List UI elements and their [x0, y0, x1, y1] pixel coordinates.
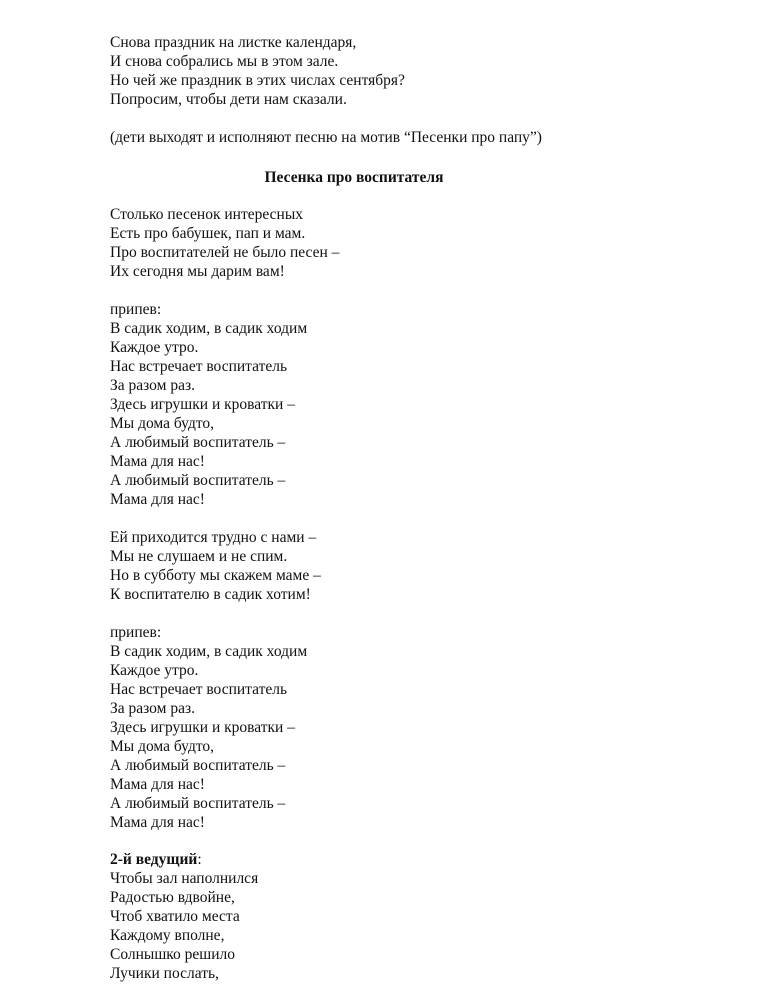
- host2-line-2: Радостью вдвойне,: [110, 889, 235, 906]
- verse-2: [110, 528, 670, 604]
- chorus1-line-5: Здесь игрушки и кроватки –: [110, 396, 295, 413]
- stage-direction: (дети выходят и исполняют песню на мотив “Песенки про папу”): [110, 129, 542, 146]
- chorus1-line-6: Мы дома будто,: [110, 415, 215, 432]
- chorus2-line-10: Мама для нас!: [110, 814, 205, 831]
- verse1-line-2: Есть про бабушек, пап и мам.: [110, 225, 306, 242]
- chorus1-line-3: Нас встречает воспитатель: [110, 358, 288, 375]
- verse1-line-1: Столько песенок интересных: [110, 206, 303, 223]
- intro-stanza: [110, 33, 670, 109]
- host2-stanza: [110, 850, 670, 983]
- chorus2-line-3: Нас встречает воспитатель: [110, 681, 288, 698]
- host2-line-6: Лучики послать,: [110, 965, 219, 982]
- verse2-line-2: Мы не слушаем и не спим.: [110, 548, 288, 565]
- host2-line-3: Чтоб хватило места: [110, 908, 240, 925]
- verse2-line-3: Но в субботу мы скажем маме –: [110, 567, 321, 584]
- verse2-line-1: Ей приходится трудно с нами –: [110, 529, 317, 546]
- chorus2-line-7: А любимый воспитатель –: [110, 757, 286, 774]
- chorus2-label: припев:: [110, 624, 162, 641]
- chorus-1: [110, 300, 670, 509]
- host2-line-4: Каждому вполне,: [110, 927, 225, 944]
- chorus2-line-9: А любимый воспитатель –: [110, 795, 286, 812]
- chorus1-line-7: А любимый воспитатель –: [110, 434, 286, 451]
- host2-colon: :: [197, 851, 202, 868]
- intro-line-1: Снова праздник на листке календаря,: [110, 34, 357, 51]
- chorus2-line-5: Здесь игрушки и кроватки –: [110, 719, 295, 736]
- chorus1-line-8: Мама для нас!: [110, 453, 205, 470]
- verse2-line-4: К воспитателю в садик хотим!: [110, 586, 311, 603]
- intro-line-2: И снова собрались мы в этом зале.: [110, 53, 339, 70]
- song-title: Песенка про воспитателя: [264, 169, 444, 186]
- verse1-line-4: Их сегодня мы дарим вам!: [110, 263, 285, 280]
- intro-line-3: Но чей же праздник в этих числах сентября?: [110, 72, 405, 89]
- chorus2-line-6: Мы дома будто,: [110, 738, 215, 755]
- stage-direction-block: [110, 128, 670, 147]
- chorus-2: [110, 623, 670, 832]
- verse1-line-3: Про воспитателей не было песен –: [110, 244, 340, 261]
- song-title-row: [0, 168, 768, 187]
- chorus2-line-8: Мама для нас!: [110, 776, 205, 793]
- verse-1: [110, 205, 670, 281]
- chorus2-line-4: За разом раз.: [110, 700, 195, 717]
- host2-speaker: 2-й ведущий: [110, 851, 198, 868]
- chorus1-line-10: Мама для нас!: [110, 491, 205, 508]
- chorus1-label: припев:: [110, 301, 162, 318]
- chorus1-line-2: Каждое утро.: [110, 339, 199, 356]
- chorus1-line-9: А любимый воспитатель –: [110, 472, 286, 489]
- chorus1-line-4: За разом раз.: [110, 377, 195, 394]
- chorus1-line-1: В садик ходим, в садик ходим: [110, 320, 308, 337]
- host2-line-5: Солнышко решило: [110, 946, 235, 963]
- host2-line-1: Чтобы зал наполнился: [110, 870, 259, 887]
- chorus2-line-1: В садик ходим, в садик ходим: [110, 643, 308, 660]
- chorus2-line-2: Каждое утро.: [110, 662, 199, 679]
- intro-line-4: Попросим, чтобы дети нам сказали.: [110, 91, 347, 108]
- host2-speaker-line: [110, 850, 670, 869]
